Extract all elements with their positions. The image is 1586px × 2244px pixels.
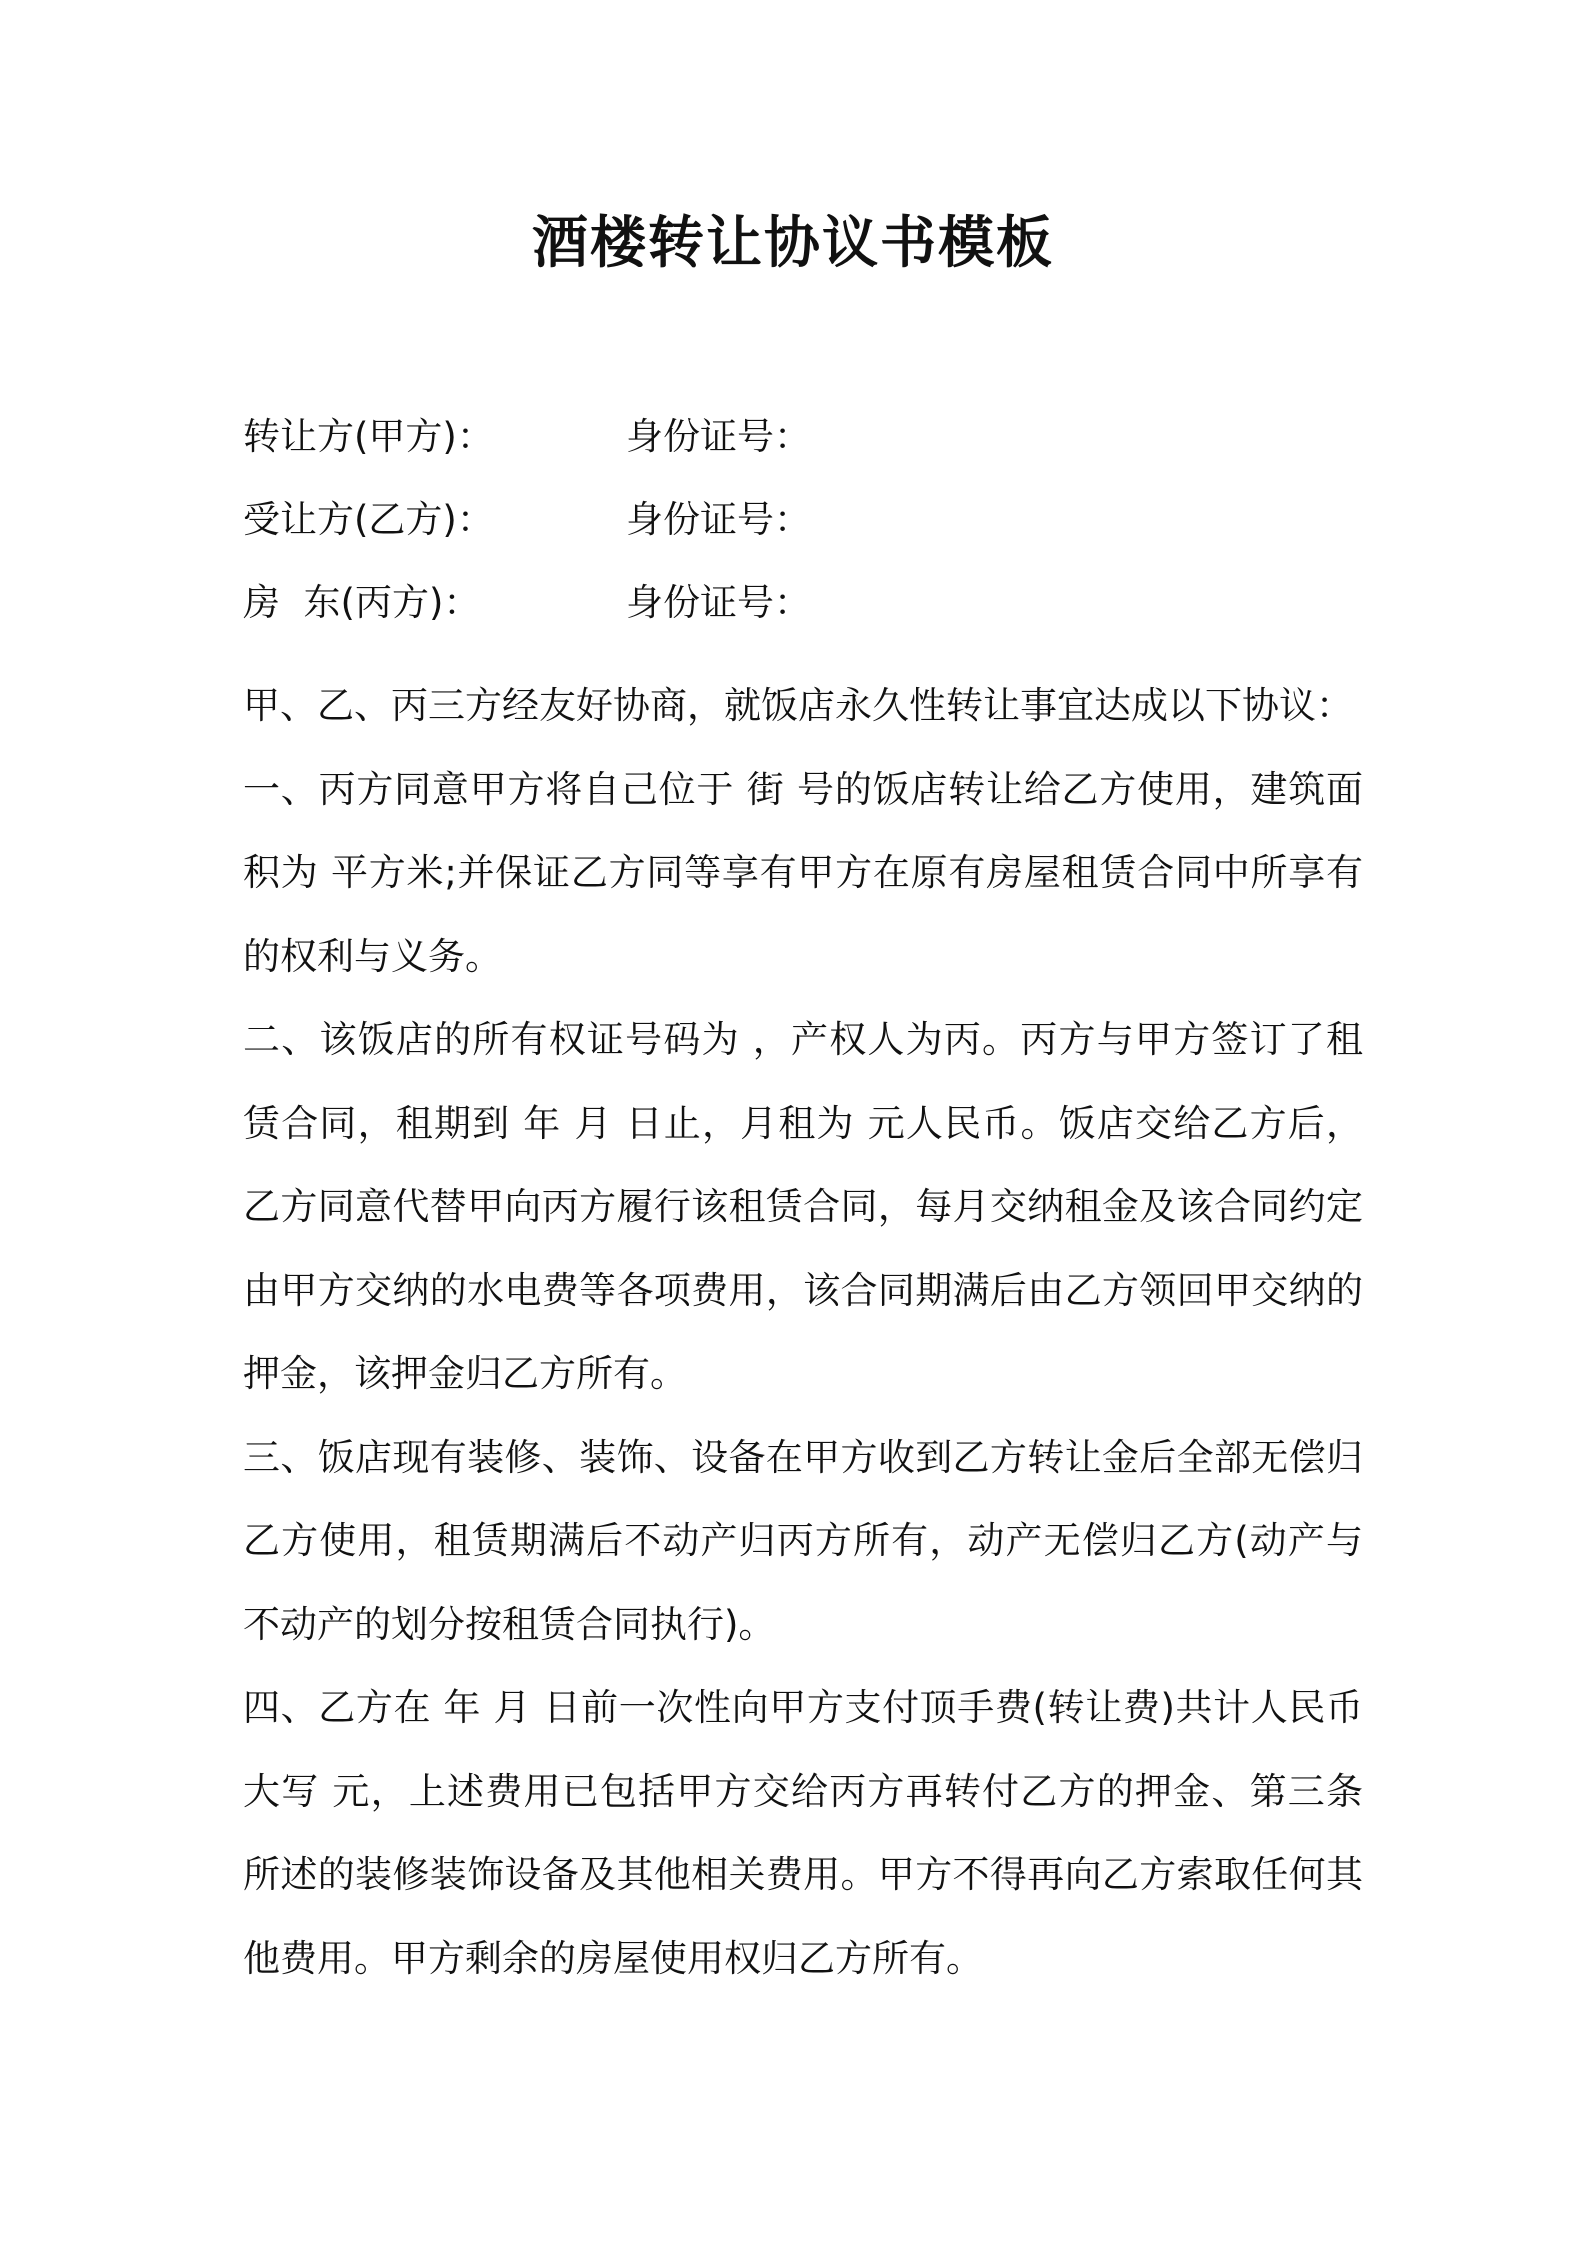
intro-paragraph: 甲、乙、丙三方经友好协商，就饭店永久性转让事宜达成以下协议： xyxy=(243,684,1353,727)
party-row-transferee xyxy=(243,483,1363,566)
id-number-label: 身份证号： xyxy=(626,581,811,624)
id-number-label: 身份证号： xyxy=(626,415,811,458)
clause-3: 三、饭店现有装修、装饰、设备在甲方收到乙方转让金后全部无偿归乙方使用，租赁期满后不动产归丙方所有，动产无偿归乙方(动产与不动产的划分按租赁合同执行)。 xyxy=(243,1435,1363,1646)
party-label: 转让方(甲方)： xyxy=(243,415,494,458)
parties-block xyxy=(243,400,1363,649)
party-row-landlord xyxy=(243,566,1363,649)
party-row-transferor xyxy=(243,400,1363,483)
clause-4: 四、乙方在 年 月 日前一次性向甲方支付顶手费(转让费)共计人民币大写 元，上述费用已包括甲方交给丙方再转付乙方的押金、第三条所述的装修装饰设备及其他相关费用。甲方不得再向乙方索取任何其他费用。甲方剩余的房屋使用权归乙方所有。 xyxy=(243,1686,1363,1980)
clause-1: 一、丙方同意甲方将自己位于 街 号的饭店转让给乙方使用，建筑面积为 平方米;并保证乙方同等享有甲方在原有房屋租赁合同中所享有的权利与义务。 xyxy=(243,767,1363,978)
clause-2: 二、该饭店的所有权证号码为 ，产权人为丙。丙方与甲方签订了租赁合同，租期到 年 月 日止，月租为 元人民币。饭店交给乙方后，乙方同意代替甲向丙方履行该租赁合同，每月交纳租金及该合同约定由甲方交纳的水电费等各项费用，该合同期满后由乙方领回甲交纳的押金，该押金归乙方所有。 xyxy=(243,1018,1363,1395)
party-label: 受让方(乙方)： xyxy=(243,498,494,541)
id-number-label: 身份证号： xyxy=(626,498,811,541)
document-title: 酒楼转让协议书模板 xyxy=(532,211,1054,276)
party-label: 房 东(丙方)： xyxy=(243,581,481,624)
agreement-body xyxy=(243,664,1363,2000)
